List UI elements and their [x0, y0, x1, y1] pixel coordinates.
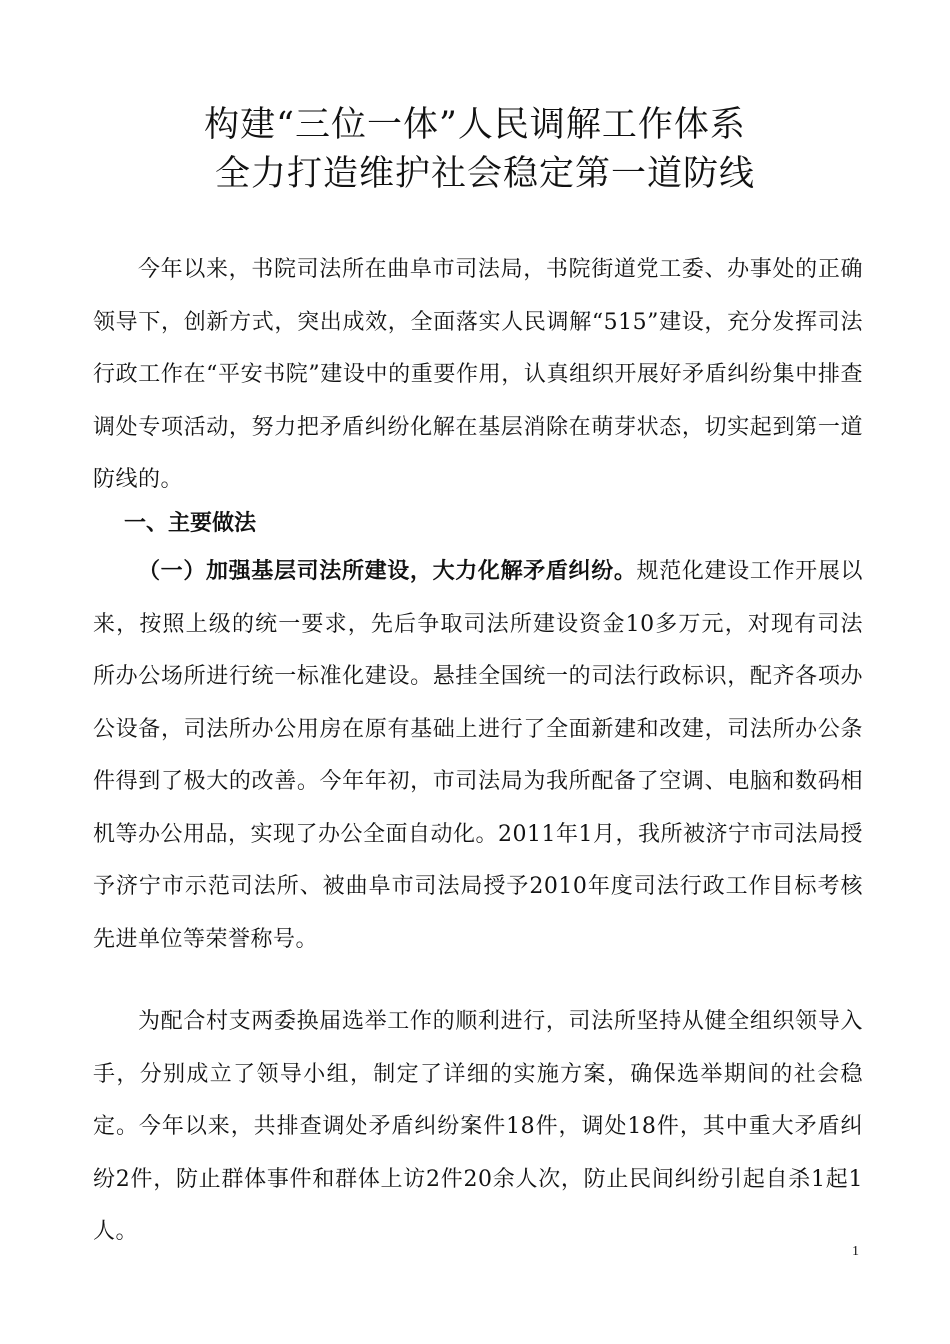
election-paragraph: 为配合村支两委换届选举工作的顺利进行，司法所坚持从健全组织领导入手，分别成立了领导小组，制定了详细的实施方案，确保选举期间的社会稳定。今年以来，共排查调处矛盾纠纷案件18件，调处18件，其中重大矛盾纠纷2件，防止群体事件和群体上访2件20余人次，防止民间纠纷引起自杀1起1人。 — [93, 1009, 863, 1244]
document-title-line-1: 构建“三位一体”人民调解工作体系 — [204, 105, 746, 145]
subsection-paragraph-1 — [93, 546, 863, 966]
page-number: 1 — [852, 1244, 859, 1259]
subsection-lead-text: （一）加强基层司法所建设，大力化解矛盾纠纷。 — [138, 559, 637, 584]
intro-paragraph: 今年以来，书院司法所在曲阜市司法局，书院街道党工委、办事处的正确领导下，创新方式，突出成效，全面落实人民调解“515”建设，充分发挥司法行政工作在“平安书院”建设中的重要作用，认真组织开展好矛盾纠纷集中排查调处专项活动，努力把矛盾纠纷化解在基层消除在萌芽状态，切实起到第一道防线的。 — [93, 257, 863, 492]
subsection-body-text: 规范化建设工作开展以来，按照上级的统一要求，先后争取司法所建设资金10多万元，对现有司法所办公场所进行统一标准化建设。悬挂全国统一的司法行政标识，配齐各项办公设备，司法所办公用房在原有基础上进行了全面新建和改建，司法所办公条件得到了极大的改善。今年年初，市司法局为我所配备了空调、电脑和数码相机等办公用品，实现了办公全面自动化。2011年1月，我所被济宁市司法局授予济宁市示范司法所、被曲阜市司法局授予2010年度司法行政工作目标考核先进单位等荣誉称号。 — [93, 559, 863, 952]
document-title-line-2: 全力打造维护社会稳定第一道防线 — [214, 154, 755, 194]
section-heading-main-practices: 一、主要做法 — [124, 511, 257, 536]
